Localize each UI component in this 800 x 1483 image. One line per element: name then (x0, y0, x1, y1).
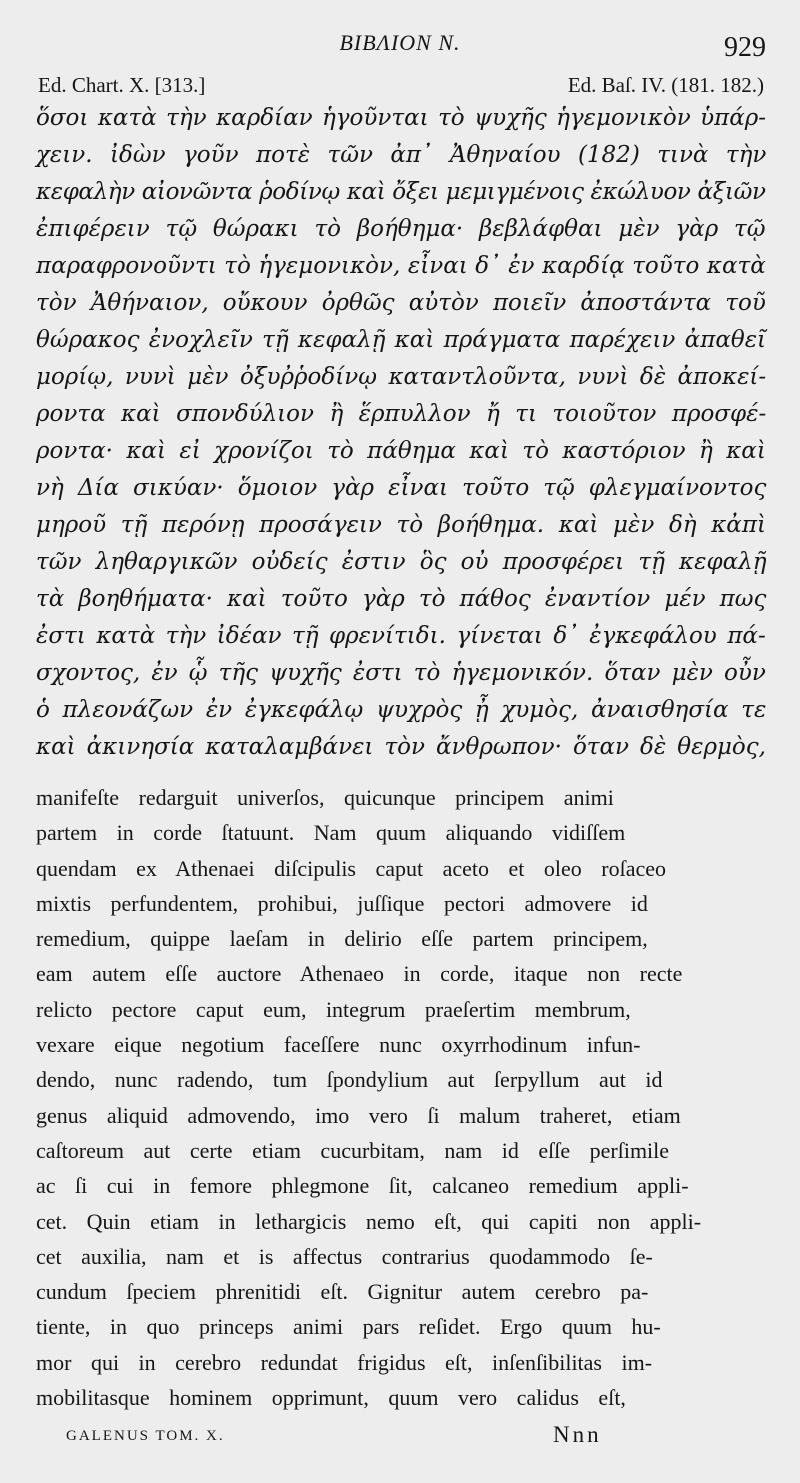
greek-text-line: τῶν ληθαργικῶν οὐδείς ἐστιν ὃς οὐ προσφέρει τῇ κεφαλῇ (36, 549, 767, 575)
latin-text-line: caſtoreum aut certe etiam cucurbitam, nam id eſſe perſimile (36, 1137, 670, 1163)
greek-text-line: ροντα· καὶ εἰ χρονίζοι τὸ πάθημα καὶ τὸ καστόριον ἢ καὶ (36, 438, 766, 464)
greek-text-line: τὰ βοηθήματα· καὶ τοῦτο γὰρ τὸ πάθος ἐναντίον μέν πως (36, 586, 767, 612)
footer-signature: GALENUS TOM. X. (66, 1428, 225, 1444)
greek-text-line: σχοντος, ἐν ᾧ τῆς ψυχῆς ἐστι τὸ ἡγεμονικόν. ὅταν μὲν οὖν (36, 660, 766, 686)
latin-text-line: cet. Quin etiam in lethargicis nemo eſt, qui capiti non appli- (36, 1208, 702, 1234)
latin-text-line: mixtis perfundentem, prohibui, juſſique pectori admovere id (36, 890, 648, 916)
latin-text-line: ac ſi cui in femore phlegmone ſit, calcaneo remedium appli- (36, 1173, 689, 1199)
greek-text-block (36, 100, 766, 766)
latin-text-line: eam autem eſſe auctore Athenaeo in corde, itaque non recte (36, 961, 683, 987)
greek-text-line: θώρακος ἐνοχλεῖν τῇ κεφαλῇ καὶ πράγματα παρέχειν ἀπαθεῖ (36, 327, 767, 353)
latin-text-line: remedium, quippe laeſam in delirio eſſe partem principem, (36, 926, 648, 952)
book-title: BIBΛΙΟΝ Ν. (339, 30, 461, 55)
latin-text-line: relicto pectore caput eum, integrum praeſertim membrum, (36, 996, 631, 1022)
latin-text-line: mobilitasque hominem opprimunt, quum vero calidus eſt, (36, 1385, 626, 1411)
greek-text-line: τὸν Ἀθήναιον, οὔκουν ὀρθῶς αὐτὸν ποιεῖν ἀποστάντα τοῦ (36, 290, 766, 316)
edition-reference-right: Ed. Baſ. IV. (181. 182.) (567, 73, 764, 97)
latin-text-line: cet auxilia, nam et is affectus contrarius quodammodo ſe- (36, 1243, 653, 1269)
greek-text-line: ροντα καὶ σπονδύλιον ἢ ἕρπυλλον ἤ τι τοιοῦτον προσφέ- (36, 401, 767, 427)
greek-text-line: παραφρονοῦντι τὸ ἡγεμονικὸν, εἶναι δ᾽ ἐν καρδίᾳ τοῦτο κατὰ (36, 253, 766, 279)
latin-text-line: tiente, in quo princeps animi pars reſidet. Ergo quum hu- (36, 1314, 661, 1340)
greek-text-line: ἐπιφέρειν τῷ θώρακι τὸ βοήθημα· βεβλάφθαι μὲν γὰρ τῷ (36, 216, 766, 242)
greek-text-line: ἐστι κατὰ τὴν ἰδέαν τῇ φρενίτιδι. γίνεται δ᾽ ἐγκεφάλου πά- (36, 623, 766, 649)
latin-text-line: manifeſte redarguit univerſos, quicunque principem animi (36, 785, 614, 810)
greek-text-line: κεφαλὴν αἰονῶντα ῥοδίνῳ καὶ ὄξει μεμιγμένοις ἐκώλυον ἀξιῶν (36, 179, 766, 205)
latin-text-line: quendam ex Athenaei diſcipulis caput aceto et oleo roſaceo (36, 855, 667, 881)
greek-text-line: ὁ πλεονάζων ἐν ἐγκεφάλῳ ψυχρὸς ᾖ χυμὸς, ἀναισθησία τε (36, 697, 767, 723)
greek-text-line: νὴ Δία σικύαν· ὅμοιον γὰρ εἶναι τοῦτο τῷ φλεγμαίνοντος (36, 475, 767, 501)
latin-text-line: mor qui in cerebro redundat frigidus eſt, inſenſibilitas im- (36, 1349, 653, 1375)
greek-text-line: καὶ ἀκινησία καταλαμβάνει τὸν ἄνθρωπον· ὅταν δὲ θερμὸς, (36, 734, 766, 760)
latin-text-line: cundum ſpeciem phrenitidi eſt. Gignitur autem cerebro pa- (36, 1279, 649, 1305)
greek-text-line: ὅσοι κατὰ τὴν καρδίαν ἡγοῦνται τὸ ψυχῆς ἡγεμονικὸν ὑπάρ- (36, 105, 767, 131)
greek-text-line: χειν. ἰδὼν γοῦν ποτὲ τῶν ἀπ᾽ Ἀθηναίου (182) τινὰ τὴν (36, 142, 767, 168)
latin-text-line: dendo, nunc radendo, tum ſpondylium aut ſerpyllum aut id (36, 1067, 663, 1093)
page-number: 929 (724, 32, 766, 63)
edition-reference-left: Ed. Chart. X. [313.] (38, 73, 206, 97)
greek-text-line: μορίῳ, νυνὶ μὲν ὀξυῤῥοδίνῳ καταντλοῦντα, νυνὶ δὲ ἀποκεί- (36, 364, 767, 390)
latin-text-line: vexare eique negotium faceſſere nunc oxyrrhodinum infun- (36, 1032, 641, 1058)
latin-text-block (36, 780, 764, 1415)
greek-text-line: μηροῦ τῇ περόνῃ προσάγειν τὸ βοήθημα. καὶ μὲν δὴ κἀπὶ (36, 512, 766, 538)
latin-text-line: genus aliquid admovendo, imo vero ſi malum traheret, etiam (36, 1102, 681, 1128)
latin-text-line: partem in corde ſtatuunt. Nam quum aliquando vidiſſem (36, 820, 626, 846)
signature-mark: Nnn (553, 1422, 602, 1447)
